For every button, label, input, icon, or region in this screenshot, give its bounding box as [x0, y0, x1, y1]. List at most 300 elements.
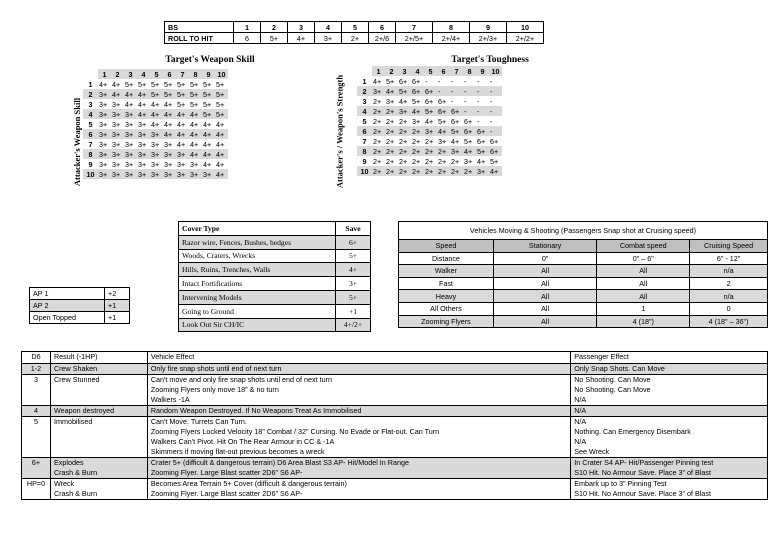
weapon-skill-cell: 5+	[190, 99, 199, 109]
vehicles-row	[399, 265, 768, 278]
weapon-skill-cell: 4+	[164, 119, 173, 129]
toughness-cell: 3+	[386, 96, 395, 106]
toughness-cell: 2+	[399, 116, 408, 126]
toughness-cell: 2+	[386, 116, 395, 126]
toughness-cell: 2+	[386, 136, 395, 146]
damage-result-cell	[50, 406, 147, 417]
roll-to-hit-cell: ROLL TO HIT	[165, 33, 234, 44]
weapon-skill-row-header: 8	[88, 149, 93, 159]
weapon-skill-cell: 3+	[177, 169, 186, 179]
weapon-skill-column-header: 10	[215, 69, 228, 79]
damage-d6-cell: 6+	[22, 458, 51, 479]
weapon-skill-cell: 3+	[99, 89, 108, 99]
weapon-skill-row	[83, 79, 228, 89]
toughness-cell: -	[425, 76, 428, 86]
weapon-skill-cell: 4+	[164, 99, 173, 109]
toughness-cell: 2+	[438, 156, 447, 166]
vehicles-title-row	[399, 222, 768, 240]
weapon-skill-cell: 3+	[151, 129, 160, 139]
weapon-skill-column-header-row	[83, 69, 228, 79]
weapon-skill-cell: 3+	[138, 169, 147, 179]
cover-row	[179, 235, 371, 249]
weapon-skill-column-header: 7	[176, 69, 189, 79]
roll-to-hit-cell: 2+/5+	[396, 33, 433, 44]
toughness-cell: 6+	[412, 76, 421, 86]
toughness-cell: -	[490, 106, 493, 116]
weapon-skill-row-header: 3	[88, 99, 93, 109]
roll-to-hit-cell: 2+	[342, 33, 369, 44]
weapon-skill-cell: 4+	[112, 79, 121, 89]
weapon-skill-cell: 5+	[125, 79, 134, 89]
weapon-skill-cell: 5+	[138, 79, 147, 89]
weapon-skill-cell: 4+	[177, 109, 186, 119]
damage-passenger-line: Only Snap Shots. Can Move	[574, 364, 665, 373]
weapon-skill-cell: 4+	[203, 159, 212, 169]
vehicles-cell: All	[493, 265, 596, 278]
weapon-skill-cell: 4+	[216, 159, 225, 169]
toughness-cell: -	[477, 116, 480, 126]
toughness-row	[357, 76, 502, 86]
damage-vehicle-line: Zooming Flyer. Large Blast scatter 2D6" S6 AP-	[150, 489, 303, 498]
weapon-skill-column-header: 1	[98, 69, 111, 79]
damage-vehicle-line: Can't Move. Turrets Can Turn.	[150, 417, 247, 426]
toughness-cell: 2+	[373, 116, 382, 126]
toughness-cell: 4+	[464, 146, 473, 156]
damage-d6-cell: 4	[22, 406, 51, 417]
weapon-skill-cell: 3+	[138, 159, 147, 169]
weapon-skill-cell: 5+	[151, 79, 160, 89]
weapon-skill-cell: 3+	[151, 159, 160, 169]
damage-vehicle-line: Only fire snap shots until end of next turn	[150, 364, 282, 373]
damage-d6-cell: 5	[22, 417, 51, 458]
weapon-skill-cell: 3+	[112, 139, 121, 149]
damage-table	[21, 351, 768, 500]
damage-vehicle-line: Walkers -1A	[150, 395, 190, 404]
toughness-row	[357, 156, 502, 166]
bs-cell: 10	[507, 22, 544, 33]
weapon-skill-cell: 3+	[125, 149, 134, 159]
weapon-skill-cell: 4+	[203, 139, 212, 149]
damage-result-line: Crash & Burn	[53, 468, 98, 477]
toughness-column-header: 5	[424, 66, 437, 76]
toughness-cell: 2+	[399, 126, 408, 136]
weapon-skill-cell: 4+	[177, 119, 186, 129]
cover-save-cell: 4+	[336, 263, 371, 277]
weapon-skill-cell: 3+	[125, 109, 134, 119]
weapon-skill-column-header: 5	[150, 69, 163, 79]
damage-result-line: Explodes	[53, 458, 84, 467]
vehicles-row	[399, 315, 768, 328]
vehicles-cell: n/a	[690, 290, 768, 303]
damage-d6-cell: 3	[22, 375, 51, 406]
weapon-skill-cell: 3+	[138, 119, 147, 129]
bs-cell: 9	[470, 22, 507, 33]
cover-save-cell: 5+	[336, 290, 371, 304]
vehicles-cell: All	[597, 290, 690, 303]
toughness-row-header: 6	[362, 126, 367, 136]
cover-row	[179, 290, 371, 304]
toughness-cell: 2+	[425, 136, 434, 146]
weapon-skill-cell: 4+	[138, 109, 147, 119]
toughness-cell: 6+	[451, 106, 460, 116]
weapon-skill-cell: 5+	[151, 89, 160, 99]
weapon-skill-row-header: 10	[86, 169, 95, 179]
toughness-cell: -	[490, 126, 493, 136]
toughness-cell: 2+	[425, 146, 434, 156]
roll-to-hit-cell: 2+/4+	[433, 33, 470, 44]
weapon-skill-column-header: 6	[163, 69, 176, 79]
toughness-row-header: 3	[362, 96, 367, 106]
toughness-row	[357, 166, 502, 176]
vehicles-cell: 0	[690, 302, 768, 315]
damage-passenger-line: Nothing. Can Emergency Disembark	[574, 427, 691, 436]
toughness-cell: -	[451, 76, 454, 86]
weapon-skill-cell: 5+	[164, 79, 173, 89]
cover-table	[178, 221, 371, 332]
weapon-skill-cell: 5+	[203, 79, 212, 89]
toughness-cell: 2+	[386, 146, 395, 156]
weapon-skill-cell: 3+	[164, 159, 173, 169]
vehicles-row	[399, 277, 768, 290]
bs-row	[165, 22, 544, 33]
damage-vehicle-cell	[147, 417, 570, 458]
toughness-cell: 3+	[438, 136, 447, 146]
weapon-skill-row-header: 2	[88, 89, 93, 99]
vehicles-cell: Heavy	[399, 290, 494, 303]
vehicles-cell: All Others	[399, 302, 494, 315]
toughness-cell: 5+	[399, 86, 408, 96]
vehicles-title: Vehicles Moving & Shooting (Passengers Snap shot at Cruising speed)	[399, 222, 768, 240]
toughness-row-header: 8	[362, 146, 367, 156]
damage-passenger-line: S10 Hit. No Armour Save. Place 3" of Blast	[574, 468, 711, 477]
toughness-cell: 3+	[399, 106, 408, 116]
toughness-cell: 2+	[464, 166, 473, 176]
weapon-skill-cell: 3+	[99, 149, 108, 159]
weapon-skill-cell: 3+	[190, 159, 199, 169]
damage-vehicle-line: Can't move and only fire snap shots until end of next turn	[150, 375, 332, 384]
weapon-skill-row	[83, 89, 228, 99]
toughness-cell: 6+	[438, 96, 447, 106]
damage-vehicle-line: Skimmers if moving flat-out previous becomes a wreck	[150, 447, 325, 456]
vehicles-header-cell: Stationary	[493, 240, 596, 253]
toughness-cell: 5+	[490, 156, 499, 166]
damage-vehicle-line: Zooming Flyers only move 18" & no turn	[150, 385, 279, 394]
weapon-skill-cell: 3+	[138, 129, 147, 139]
toughness-cell: 5+	[425, 106, 434, 116]
cover-type-cell: Hills, Ruins, Trenches, Walls	[179, 263, 336, 277]
bs-cell: 1	[234, 22, 261, 33]
weapon-skill-cell: 4+	[216, 139, 225, 149]
bs-cell: 7	[396, 22, 433, 33]
damage-passenger-line: N/A	[574, 437, 587, 446]
damage-vehicle-line: Crater 5+ (difficult & dangerous terrain) D6 Area Blast S3 AP- Hit/Model In Range	[150, 458, 409, 467]
toughness-cell: 3+	[412, 116, 421, 126]
toughness-row-header: 1	[362, 76, 367, 86]
vehicles-cell: Walker	[399, 265, 494, 278]
toughness-column-header: 3	[398, 66, 411, 76]
weapon-skill-column-header: 4	[137, 69, 150, 79]
vehicles-header-cell: Combat speed	[597, 240, 690, 253]
weapon-skill-cell: 3+	[164, 149, 173, 159]
weapon-skill-cell: 5+	[216, 89, 225, 99]
ap-row	[30, 300, 130, 312]
roll-to-hit-cell: 6	[234, 33, 261, 44]
damage-vehicle-line: Zooming Flyer. Large Blast scatter 2D6" S6 AP-	[150, 468, 303, 477]
toughness-cell: 2+	[425, 166, 434, 176]
damage-result-line: Crew Stunned	[53, 375, 100, 384]
weapon-skill-row-header: 9	[88, 159, 93, 169]
vehicles-cell: Distance	[399, 252, 494, 265]
damage-passenger-cell	[571, 375, 768, 406]
toughness-cell: -	[464, 106, 467, 116]
damage-vehicle-cell	[147, 364, 570, 375]
toughness-row-header: 9	[362, 156, 367, 166]
weapon-skill-cell: 3+	[99, 139, 108, 149]
toughness-cell: 6+	[464, 116, 473, 126]
ap-row	[30, 288, 130, 300]
toughness-cell: 2+	[399, 146, 408, 156]
weapon-skill-cell: 5+	[177, 99, 186, 109]
toughness-cell: -	[477, 96, 480, 106]
weapon-skill-cell: 3+	[125, 169, 134, 179]
weapon-skill-row-header: 4	[88, 109, 93, 119]
damage-row	[22, 458, 768, 479]
bs-table	[164, 21, 544, 44]
damage-result-line: Immobilised	[53, 417, 93, 426]
toughness-cell: 5+	[386, 76, 395, 86]
bs-cell: 8	[433, 22, 470, 33]
bs-cell: 4	[315, 22, 342, 33]
weapon-skill-cell: 3+	[151, 169, 160, 179]
damage-passenger-line: See Wreck	[574, 447, 610, 456]
weapon-skill-cell: 3+	[164, 139, 173, 149]
toughness-cell: 2+	[373, 96, 382, 106]
ap-value-cell: +2	[105, 288, 130, 300]
bs-cell: 3	[288, 22, 315, 33]
weapon-skill-cell: 3+	[203, 169, 212, 179]
vehicles-header-cell: Speed	[399, 240, 494, 253]
damage-result-line: Weapon destroyed	[53, 406, 115, 415]
weapon-skill-cell: 3+	[177, 149, 186, 159]
bs-cell: 6	[369, 22, 396, 33]
weapon-skill-cell: 3+	[112, 99, 121, 109]
weapon-skill-cell: 3+	[99, 99, 108, 109]
weapon-skill-cell: 5+	[216, 99, 225, 109]
cover-header-cell: Cover Type	[179, 222, 336, 236]
roll-to-hit-cell: 5+	[261, 33, 288, 44]
ap-value-cell: +1	[105, 300, 130, 312]
toughness-cell: 4+	[438, 126, 447, 136]
weapon-skill-cell: 4+	[138, 99, 147, 109]
weapon-skill-cell: 5+	[190, 89, 199, 99]
damage-vehicle-cell	[147, 375, 570, 406]
toughness-cell: 6+	[464, 126, 473, 136]
toughness-cell: 2+	[412, 166, 421, 176]
weapon-skill-row	[83, 99, 228, 109]
cover-save-cell: 5+	[336, 249, 371, 263]
vehicles-cell: All	[493, 290, 596, 303]
weapon-skill-cell: 4+	[177, 129, 186, 139]
weapon-skill-cell: 4+	[112, 89, 121, 99]
toughness-cell: 3+	[464, 156, 473, 166]
weapon-skill-cell: 3+	[99, 119, 108, 129]
weapon-skill-cell: 3+	[125, 159, 134, 169]
damage-result-cell	[50, 417, 147, 458]
weapon-skill-cell: 5+	[203, 89, 212, 99]
toughness-cell: 4+	[412, 106, 421, 116]
toughness-row-label: Attacker's / Weapon's Strength	[334, 74, 345, 189]
vehicles-table	[398, 221, 768, 328]
damage-vehicle-cell	[147, 406, 570, 417]
damage-passenger-line: No Shooting. Can Move	[574, 385, 651, 394]
toughness-column-header: 10	[489, 66, 502, 76]
damage-result-line: Crew Shaken	[53, 364, 98, 373]
toughness-cell: 2+	[412, 136, 421, 146]
weapon-skill-cell: 4+	[151, 109, 160, 119]
weapon-skill-cell: 4+	[203, 119, 212, 129]
vehicles-header-row	[399, 240, 768, 253]
weapon-skill-cell: 3+	[112, 149, 121, 159]
toughness-cell: 6+	[451, 116, 460, 126]
cover-header-row	[179, 222, 371, 236]
weapon-skill-cell: 4+	[164, 109, 173, 119]
cover-save-cell: 4+/2+	[336, 318, 371, 332]
toughness-cell: -	[477, 76, 480, 86]
toughness-column-header: 6	[437, 66, 450, 76]
toughness-cell: 2+	[412, 126, 421, 136]
toughness-column-header: 4	[411, 66, 424, 76]
toughness-cell: -	[464, 86, 467, 96]
weapon-skill-cell: 4+	[151, 119, 160, 129]
damage-passenger-line: N/A	[574, 395, 587, 404]
toughness-cell: 5+	[464, 136, 473, 146]
weapon-skill-row	[83, 119, 228, 129]
weapon-skill-cell: 5+	[203, 109, 212, 119]
damage-row	[22, 406, 768, 417]
cover-row	[179, 277, 371, 291]
weapon-skill-cell: 4+	[164, 129, 173, 139]
weapon-skill-cell: 3+	[99, 129, 108, 139]
toughness-row	[357, 106, 502, 116]
toughness-cell: 2+	[412, 146, 421, 156]
vehicles-row	[399, 290, 768, 303]
bs-cell: BS	[165, 22, 234, 33]
weapon-skill-row	[83, 109, 228, 119]
vehicles-cell: Fast	[399, 277, 494, 290]
weapon-skill-column-header: 9	[202, 69, 215, 79]
roll-to-hit-cell: 2+/2+	[507, 33, 544, 44]
weapon-skill-cell: 5+	[190, 79, 199, 89]
weapon-skill-cell: 4+	[216, 169, 225, 179]
weapon-skill-cell: 4+	[203, 129, 212, 139]
weapon-skill-cell: 3+	[125, 139, 134, 149]
toughness-cell: 4+	[425, 116, 434, 126]
toughness-cell: 2+	[451, 166, 460, 176]
damage-header-cell: Vehicle Effect	[147, 352, 570, 364]
toughness-cell: -	[490, 86, 493, 96]
weapon-skill-cell: 3+	[112, 119, 121, 129]
toughness-cell: 5+	[412, 96, 421, 106]
toughness-cell: 2+	[451, 156, 460, 166]
weapon-skill-row	[83, 159, 228, 169]
damage-passenger-cell	[571, 458, 768, 479]
weapon-skill-row-header: 1	[88, 79, 93, 89]
toughness-cell: 6+	[438, 106, 447, 116]
ap-label-cell: Open Topped	[30, 312, 105, 324]
toughness-cell: 2+	[373, 136, 382, 146]
toughness-cell: 2+	[425, 156, 434, 166]
damage-vehicle-line: Zooming Flyers Locked Velocity 18" Combat / 32" Cursing. No Evade or Flat-out. Can Turn	[150, 427, 440, 436]
toughness-title: Target's Toughness	[451, 55, 529, 65]
weapon-skill-cell: 4+	[190, 129, 199, 139]
weapon-skill-cell: 4+	[151, 99, 160, 109]
toughness-cell: 2+	[399, 136, 408, 146]
vehicles-cell: All	[597, 265, 690, 278]
damage-passenger-line: N/A	[574, 406, 587, 415]
weapon-skill-cell: 3+	[99, 169, 108, 179]
toughness-column-header: 8	[463, 66, 476, 76]
toughness-cell: 2+	[373, 126, 382, 136]
toughness-row-header: 4	[362, 106, 367, 116]
weapon-skill-column-header: 8	[189, 69, 202, 79]
weapon-skill-cell: 5+	[216, 79, 225, 89]
cover-type-cell: Woods, Craters, Wrecks	[179, 249, 336, 263]
damage-row	[22, 364, 768, 375]
damage-passenger-cell	[571, 479, 768, 500]
ap-row	[30, 312, 130, 324]
weapon-skill-row	[83, 129, 228, 139]
vehicles-cell: 6" - 12"	[690, 252, 768, 265]
toughness-cell: 4+	[399, 96, 408, 106]
vehicles-cell: All	[493, 315, 596, 328]
toughness-column-header: 9	[476, 66, 489, 76]
toughness-cell: -	[490, 76, 493, 86]
damage-header-cell: D6	[22, 352, 51, 364]
weapon-skill-table	[83, 69, 228, 179]
toughness-cell: 3+	[451, 146, 460, 156]
weapon-skill-cell: 3+	[125, 119, 134, 129]
roll-to-hit-cell: 3+	[315, 33, 342, 44]
weapon-skill-cell: 4+	[190, 149, 199, 159]
cover-save-cell: +1	[336, 304, 371, 318]
weapon-skill-cell: 4+	[99, 79, 108, 89]
weapon-skill-cell: 4+	[203, 149, 212, 159]
toughness-cell: 4+	[386, 86, 395, 96]
weapon-skill-cell: 3+	[99, 159, 108, 169]
toughness-column-header: 1	[372, 66, 385, 76]
toughness-cell: 2+	[438, 146, 447, 156]
damage-result-cell	[50, 479, 147, 500]
toughness-cell: 2+	[438, 166, 447, 176]
toughness-cell: -	[451, 96, 454, 106]
ap-table	[29, 287, 130, 324]
weapon-skill-cell: 3+	[125, 129, 134, 139]
damage-passenger-line: S10 Hit. No Armour Save. Place 3" of Blast	[574, 489, 711, 498]
weapon-skill-row-header: 6	[88, 129, 93, 139]
damage-passenger-line: No Shooting. Can Move	[574, 375, 651, 384]
toughness-row	[357, 146, 502, 156]
toughness-row	[357, 126, 502, 136]
damage-d6-cell: 1-2	[22, 364, 51, 375]
toughness-cell: -	[477, 86, 480, 96]
toughness-row-header: 5	[362, 116, 367, 126]
weapon-skill-cell: 3+	[138, 139, 147, 149]
toughness-cell: 3+	[477, 166, 486, 176]
toughness-cell: 5+	[451, 126, 460, 136]
toughness-cell: -	[438, 86, 441, 96]
weapon-skill-cell: 4+	[216, 149, 225, 159]
cover-type-cell: Razor wire, Fences, Bushes, hedges	[179, 235, 336, 249]
